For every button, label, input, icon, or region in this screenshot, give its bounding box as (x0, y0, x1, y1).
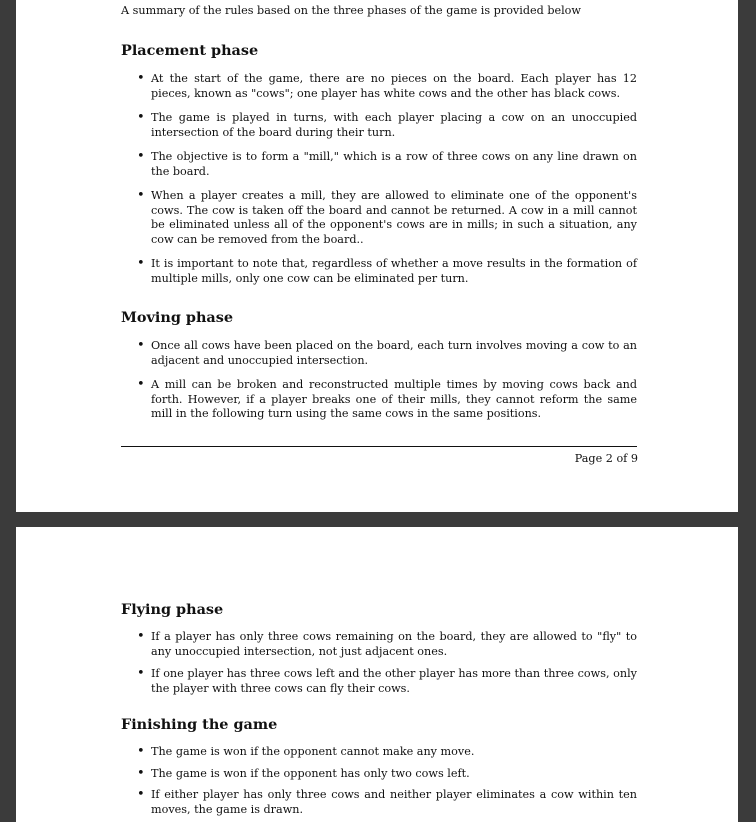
list-item: • At the start of the game, there are no pieces on the board. Each player has 12 pieces, known as "cows"; one player has white cows and the other has black cows. (137, 72, 637, 101)
list-item: • It is important to note that, regardless of whether a move results in the formation of multiple mills, only one cow can be eliminated per turn. (137, 257, 637, 286)
section-title-placement: Placement phase (121, 42, 259, 59)
page-number: Page 2 of 9 (574, 452, 638, 465)
bullet-list-finishing (137, 745, 637, 817)
list-item: • If one player has three cows left and the other player has more than three cows, only the player with three cows can fly their cows. (137, 667, 637, 696)
list-item: • The game is won if the opponent cannot make any move. (137, 745, 637, 760)
list-item: • Once all cows have been placed on the board, each turn involves moving a cow to an adjacent and unoccupied intersection. (137, 339, 637, 368)
section-title-flying: Flying phase (121, 601, 224, 618)
bullet-list-moving (137, 339, 637, 422)
document-page-3 (16, 527, 738, 822)
list-item: • When a player creates a mill, they are allowed to eliminate one of the opponent's cows. The cow is taken off the board and cannot be returned. A cow in a mill cannot be eliminated unless all of the opponent's cows are in mills; in such a situation, any cow can be removed from the board.. (137, 189, 637, 247)
section-title-moving: Moving phase (121, 309, 233, 326)
footer-divider (121, 446, 637, 447)
document-page-2 (16, 0, 738, 512)
list-item: • The game is played in turns, with each player placing a cow on an unoccupied intersection of the board during their turn. (137, 111, 637, 140)
list-item: • If a player has only three cows remaining on the board, they are allowed to "fly" to any unoccupied intersection, not just adjacent ones. (137, 630, 637, 659)
list-item: • The objective is to form a "mill," which is a row of three cows on any line drawn on the board. (137, 150, 637, 179)
intro-text: A summary of the rules based on the three phases of the game is provided below (121, 4, 581, 17)
bullet-list-flying (137, 630, 637, 696)
section-title-finishing: Finishing the game (121, 716, 278, 733)
bullet-list-placement (137, 72, 637, 286)
list-item: • If either player has only three cows and neither player eliminates a cow within ten moves, the game is drawn. (137, 788, 637, 817)
list-item: • The game is won if the opponent has only two cows left. (137, 767, 637, 782)
list-item: • A mill can be broken and reconstructed multiple times by moving cows back and forth. However, if a player breaks one of their mills, they cannot reform the same mill in the following turn using the same cows in the same positions. (137, 378, 637, 422)
